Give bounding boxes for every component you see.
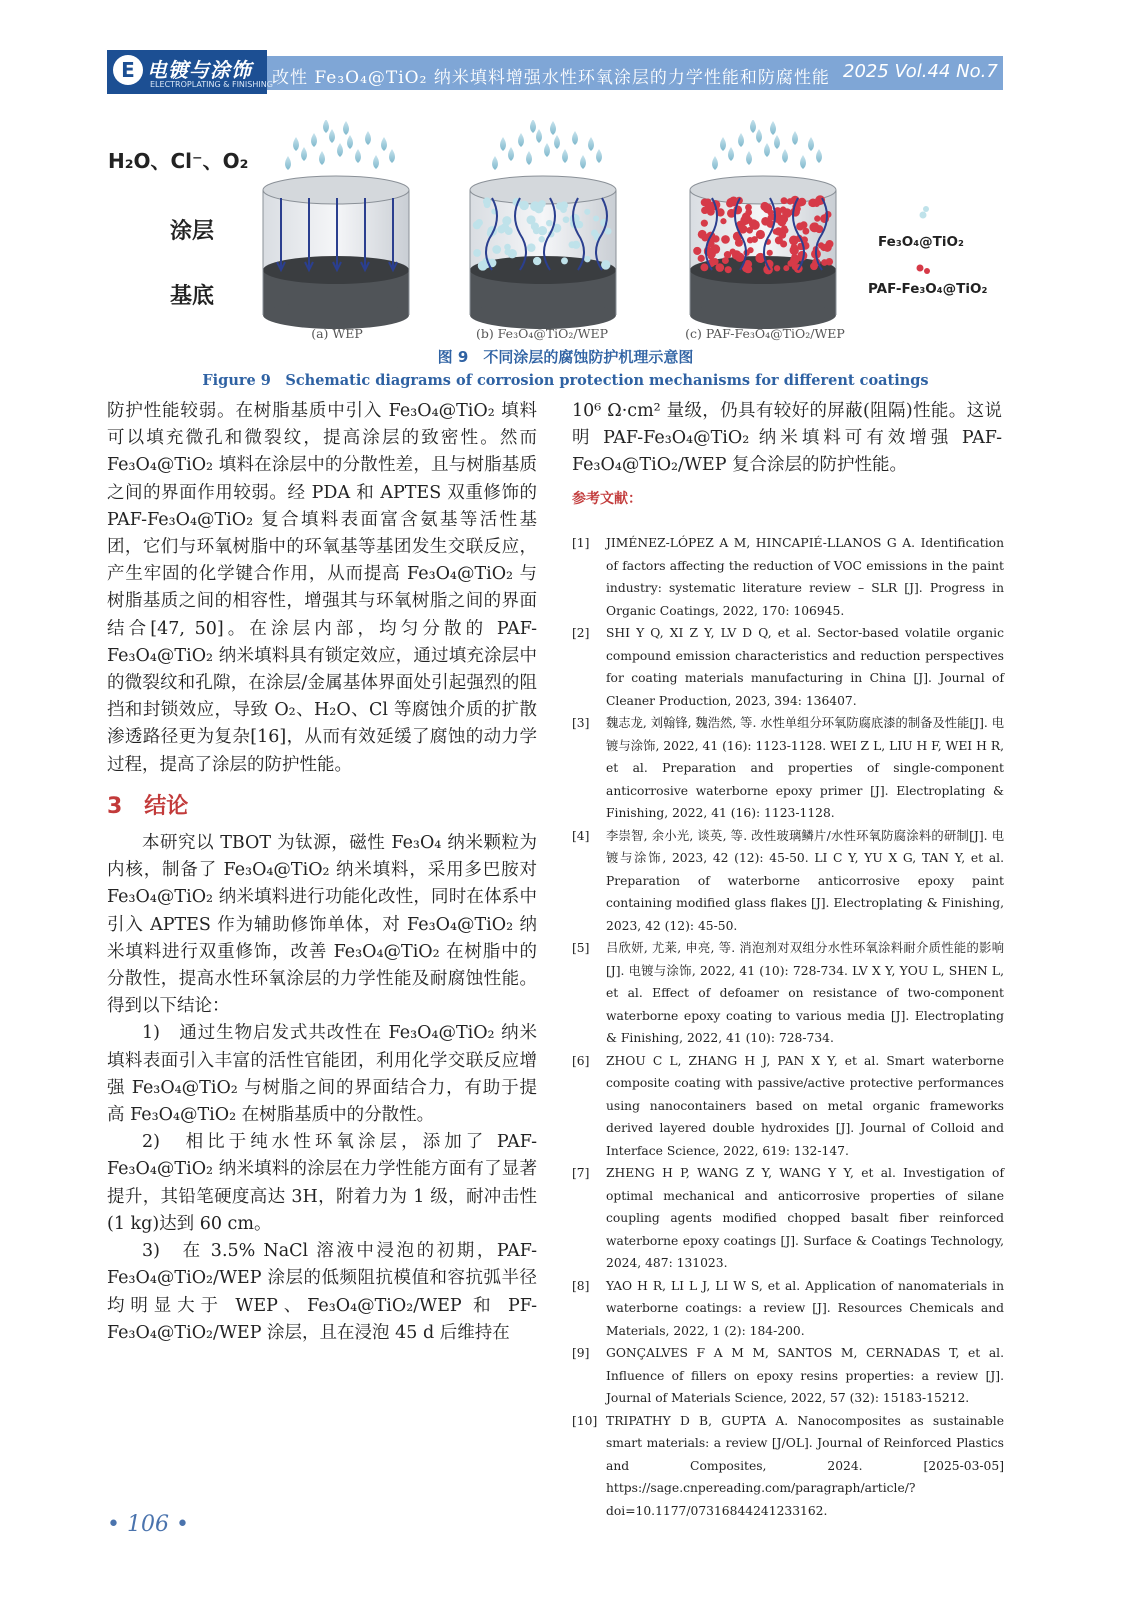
reference-number: [6]	[572, 1053, 590, 1068]
reference-item	[572, 1050, 1004, 1163]
reference-number: [10]	[572, 1413, 598, 1428]
water-drop-icon	[728, 147, 734, 161]
water-drop-icon	[323, 120, 329, 133]
water-drop-icon	[554, 135, 560, 149]
reference-item	[572, 1162, 1004, 1275]
water-drop-icon	[746, 151, 752, 165]
water-drop-icon	[808, 137, 814, 151]
water-drop-icon	[536, 129, 542, 143]
water-drop-icon	[343, 121, 349, 135]
water-drop-icon	[596, 149, 602, 163]
header-volume: 2025 Vol.44 No.7	[843, 61, 998, 82]
reference-number: [3]	[572, 716, 590, 730]
water-drop-icon	[526, 151, 532, 165]
legend-label-1: Fe₃O₄@TiO₂	[878, 234, 964, 250]
right-column	[572, 398, 1002, 521]
legend-fe3o4-tio2-icon	[920, 206, 930, 219]
reference-item	[572, 1342, 1004, 1410]
water-drop-icon	[738, 133, 744, 147]
coating-label: 涂层	[170, 219, 215, 244]
water-drop-icon	[355, 149, 361, 163]
conclusion-item-3: 3) 在 3.5% NaCl 溶液中浸泡的初期，PAF-Fe₃O₄@TiO₂/WEP 涂层的低频阻抗模值和容抗弧半径均明显大于 WEP、Fe₃O₄@TiO₂/WEP 和 PF-Fe₃O₄@TiO₂/WEP 涂层，且在浸泡 45 d 后维持在	[107, 1241, 537, 1343]
water-drop-icon	[770, 121, 776, 135]
reference-item	[572, 622, 1004, 712]
reference-number: [5]	[572, 941, 590, 955]
panel-b-label: (b) Fe₃O₄@TiO₂/WEP	[475, 326, 609, 341]
journal-name-en: ELECTROPLATING & FINISHING	[150, 80, 273, 89]
water-drop-icon	[588, 137, 594, 151]
figure-caption-cn: 图 9 不同涂层的腐蚀防护机理示意图	[437, 348, 694, 366]
reference-text: ZHENG H P, WANG Z Y, WANG Y Y, et al. Investigation of optimal mechanical and anticorrosive properties of silane coupling agents modified chopped basalt fiber reinforced waterborne epoxy coatings [J]. Surface & Coatings Technology, 2024, 487: 131023.	[606, 1166, 1004, 1270]
water-drop-icon	[319, 151, 325, 165]
water-drop-icon	[800, 155, 806, 169]
water-drop-icon	[293, 137, 299, 151]
water-drop-icon	[285, 156, 291, 170]
reference-text: GONÇALVES F A M M, SANTOS M, CERNADAS T, et al. Influence of fillers on epoxy resins properties: a review [J]. Journal of Materials Science, 2022, 57 (32): 15183-15212.	[606, 1346, 1004, 1405]
reference-item	[572, 712, 1004, 825]
reference-text: YAO H R, LI L J, LI W S, et al. Application of nanomaterials in waterborne coatings: a review [J]. Resources Chemicals and Materials, 2022, 1 (2): 184-200.	[606, 1278, 1004, 1338]
reference-number: [4]	[572, 828, 590, 843]
water-drop-icon	[720, 137, 726, 151]
reference-item	[572, 532, 1004, 622]
right-paragraph-1: 10⁶ Ω·cm² 量级，仍具有较好的屏蔽(阻隔)性能。这说明 PAF-Fe₃O₄@TiO₂ 纳米填料可有效增强 PAF-Fe₃O₄@TiO₂/WEP 复合涂层的防护性能。	[572, 401, 1002, 476]
left-paragraph-2: 本研究以 TBOT 为钛源，磁性 Fe₃O₄ 纳米颗粒为内核，制备了 Fe₃O₄@TiO₂ 纳米填料，采用多巴胺对 Fe₃O₄@TiO₂ 纳米填料进行功能化改性，同时在体系中引入 APTES 作为辅助修饰单体，对 Fe₃O₄@TiO₂ 纳米填料进行双重修饰，改善 Fe₃O₄@TiO₂ 在树脂中的分散性，提高水性环氧涂层的力学性能及耐腐蚀性能。得到以下结论：	[107, 833, 537, 1017]
reference-item	[572, 825, 1004, 938]
reference-item	[572, 937, 1004, 1050]
water-drop-icon	[518, 133, 524, 147]
legend-paf-icon	[917, 265, 931, 275]
left-column	[107, 398, 537, 1347]
water-drop-icon	[337, 143, 343, 157]
figure-9-diagram	[100, 120, 1030, 352]
water-drop-icon	[544, 143, 550, 157]
panel-b-cylinder	[470, 120, 616, 329]
water-drop-icon	[329, 129, 335, 143]
reference-number: [1]	[572, 536, 590, 550]
water-drop-icon	[550, 121, 556, 135]
water-drop-icon	[381, 137, 387, 151]
reference-number: [8]	[572, 1278, 590, 1293]
panel-c-cylinder	[690, 120, 836, 329]
reference-text: JIMÉNEZ-LÓPEZ A M, HINCAPIÉ-LLANOS G A. Identification of factors affecting the reduction of VOC emissions in the paint industry: systematic literature review – SLR [J]. Progress in Organic Coatings, 2022, 170: 106945.	[606, 536, 1004, 618]
water-drop-icon	[750, 120, 756, 133]
header-article-title: 改性 Fe₃O₄@TiO₂ 纳米填料增强水性环氧涂层的力学性能和防腐性能	[272, 68, 830, 88]
water-drop-icon	[311, 133, 317, 147]
water-drop-icon	[756, 129, 762, 143]
reference-number: [9]	[572, 1346, 590, 1360]
water-drop-icon	[373, 155, 379, 169]
panel-c-label: (c) PAF-Fe₃O₄@TiO₂/WEP	[685, 326, 845, 341]
reference-item	[572, 1275, 1004, 1343]
page-number: • 106 •	[107, 1512, 189, 1537]
water-drop-icon	[562, 149, 568, 163]
medium-label: H₂O、Cl⁻、O₂	[108, 149, 249, 173]
conclusion-item-1: 1) 通过生物启发式共改性在 Fe₃O₄@TiO₂ 纳米填料表面引入丰富的活性官能团，利用化学交联反应增强 Fe₃O₄@TiO₂ 与树脂之间的界面结合力，有助于提高 Fe₃O₄@TiO₂ 在树脂基质中的分散性。	[107, 1023, 537, 1126]
water-drop-icon	[572, 131, 578, 145]
substrate-label: 基底	[170, 284, 215, 309]
reference-item	[572, 1410, 1004, 1523]
reference-text: 吕欣妍, 尤莱, 申亮, 等. 消泡剂对双组分水性环氧涂料耐介质性能的影响[J]. 电镀与涂饰, 2022, 41 (10): 728-734. LV X Y, YOU L, SHEN L, et al. Effect of defoamer on resistance of two-component waterborne epoxy coating to various media [J]. Electroplating & Finishing, 2022, 41 (10): 728-734.	[606, 941, 1004, 1045]
reference-text: SHI Y Q, XI Z Y, LV D Q, et al. Sector-based volatile organic compound emission characteristics and reduction perspectives for coating materials manufacturing in China [J]. Journal of Cleaner Production, 2023, 394: 136407.	[606, 626, 1004, 708]
reference-number: [7]	[572, 1166, 590, 1180]
water-drop-icon	[492, 156, 498, 170]
legend-label-2: PAF-Fe₃O₄@TiO₂	[868, 281, 988, 297]
water-drop-icon	[530, 120, 536, 133]
reference-text: 李崇智, 余小光, 谈英, 等. 改性玻璃鳞片/水性环氧防腐涂料的研制[J]. 电镀与涂饰, 2023, 42 (12): 45-50. LI C Y, YU X G, TAN Y, et al. Preparation of waterborne anticorrosive epoxy paint containing modified glass flakes [J]. Electroplating & Finishing, 2023, 42 (12): 45-50.	[606, 828, 1004, 933]
left-paragraph-1: 防护性能较弱。在树脂基质中引入 Fe₃O₄@TiO₂ 填料可以填充微孔和微裂纹，提高涂层的致密性。然而 Fe₃O₄@TiO₂ 填料在涂层中的分散性差，且与树脂基质之间的界面作用较弱。经 PDA 和 APTES 双重修饰的 PAF-Fe₃O₄@TiO₂ 复合填料表面富含氨基等活性基团，它们与环氧树脂中的环氧基等基团发生交联反应，产生牢固的化学键合作用，从而提高 Fe₃O₄@TiO₂ 与树脂基质之间的相容性，增强其与环氧树脂之间的界面结合[47, 50]。在涂层内部，均匀分散的 PAF-Fe₃O₄@TiO₂ 纳米填料具有锁定效应，通过填充涂层中的微裂纹和孔隙，在涂层/金属基体界面处引起强烈的阻挡和封锁效应，导致 O₂、H₂O、Cl 等腐蚀介质的扩散渗透路径更为复杂[16]，从而有效延缓了腐蚀的动力学过程，提高了涂层的防护性能。	[107, 401, 537, 775]
water-drop-icon	[816, 149, 822, 163]
references-heading: 参考文献：	[572, 490, 642, 507]
section-heading-conclusion: 3 结论	[107, 793, 189, 819]
logo-letter: E	[121, 58, 135, 82]
water-drop-icon	[500, 137, 506, 151]
water-drop-icon	[580, 155, 586, 169]
water-drop-icon	[792, 131, 798, 145]
water-drop-icon	[508, 147, 514, 161]
water-drop-icon	[782, 149, 788, 163]
water-drop-icon	[347, 135, 353, 149]
water-drop-icon	[389, 149, 395, 163]
panel-a-label: (a) WEP	[311, 326, 363, 341]
water-drop-icon	[712, 156, 718, 170]
panel-a-cylinder	[263, 120, 409, 329]
reference-text: TRIPATHY D B, GUPTA A. Nanocomposites as sustainable smart materials: a review [J/OL]. Journal of Reinforced Plastics and Composites, 2024. [2025-03-05] https://sage.cnpereading.com/paragraph/article/?doi=10.1177/07316844241233162.	[606, 1413, 1004, 1518]
reference-text: 魏志龙, 刘翰锋, 魏浩然, 等. 水性单组分环氧防腐底漆的制备及性能[J]. 电镀与涂饰, 2022, 41 (16): 1123-1128. WEI Z L, LIU H F, WEI H R, et al. Preparation and properties of single-component anticorrosive waterborne epoxy primer [J]. Electroplating & Finishing, 2022, 41 (16): 1123-1128.	[606, 716, 1004, 820]
conclusion-item-2: 2) 相比于纯水性环氧涂层，添加了 PAF-Fe₃O₄@TiO₂ 纳米填料的涂层在力学性能方面有了显著提升，其铅笔硬度高达 3H，附着力为 1 级，耐冲击性(1 kg)达到 60 cm。	[107, 1132, 537, 1234]
reference-list	[572, 532, 1004, 1522]
journal-name-cn: 电镀与涂饰	[147, 58, 252, 82]
reference-text: ZHOU C L, ZHANG H J, PAN X Y, et al. Smart waterborne composite coating with passive/active protective performances using nanocontainers based on metal organic frameworks derived layered double hydroxides [J]. Journal of Colloid and Interface Science, 2022, 619: 132-147.	[606, 1053, 1004, 1158]
water-drop-icon	[764, 143, 770, 157]
reference-number: [2]	[572, 626, 590, 640]
water-drop-icon	[365, 131, 371, 145]
water-drop-icon	[774, 135, 780, 149]
figure-caption-en: Figure 9 Schematic diagrams of corrosion protection mechanisms for different coatings	[202, 372, 929, 389]
water-drop-icon	[301, 147, 307, 161]
